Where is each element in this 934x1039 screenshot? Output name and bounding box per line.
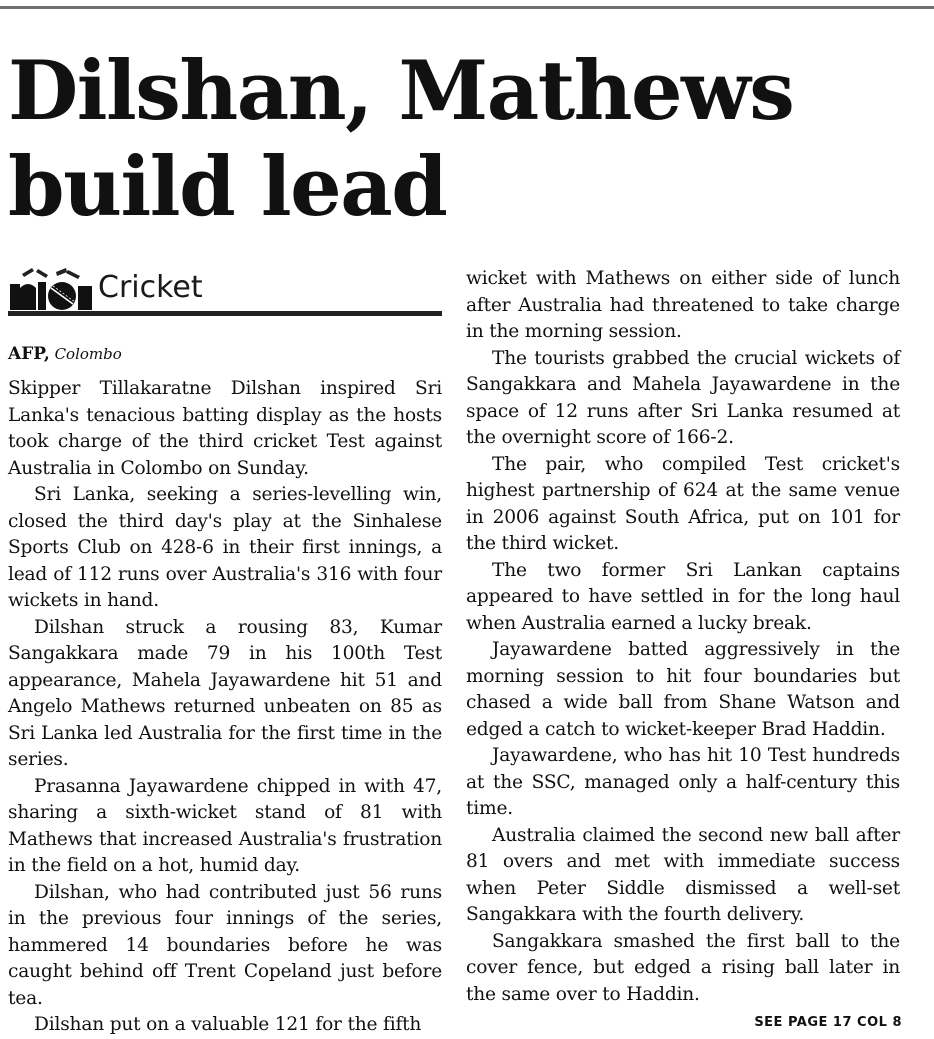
article-paragraph: Jayawardene batted aggressively in the morning session to hit four boundaries but chased a wide ball from Shane Watson and edged a catch to wicket-keeper Brad Haddin. [466,639,900,740]
section-kicker [8,266,442,314]
article-paragraph: Jayawardene, who has hit 10 Test hundreds at the SSC, managed only a half-century this time. [466,745,900,819]
article-paragraph: Australia claimed the second new ball after 81 overs and met with immediate success when Peter Siddle dismissed a well-set Sangakkara with the fourth delivery. [466,824,900,925]
top-rule [0,6,934,9]
article-paragraph: Dilshan struck a rousing 83, Kumar Sangakkara made 79 in his 100th Test appearance, Mahela Jayawardene hit 51 and Angelo Mathews returned unbeaten on 85 as Sri Lanka led Australia for the first time in the series. [8,616,442,770]
article-paragraph: wicket with Mathews on either side of lunch after Australia had threatened to take charge in the morning session. [466,268,900,342]
article-paragraph: The pair, who compiled Test cricket's highest partnership of 624 at the same venue in 2006 against South Africa, put on 101 for the third wicket. [466,453,900,554]
article-paragraph: Dilshan put on a valuable 121 for the fifth [34,1014,422,1035]
cricket-bat-ball-icon [8,266,94,312]
byline [8,344,442,364]
article-column-left [8,376,442,1039]
article-paragraph: Prasanna Jayawardene chipped in with 47, sharing a sixth-wicket stand of 81 with Mathews that increased Australia's frustration in the field on a hot, humid day. [8,775,442,876]
article-paragraph: Sri Lanka, seeking a series-levelling win, closed the third day's play at the Sinhalese Sports Club on 428-6 in their first innings, a lead of 112 runs over Australia's 316 with four wickets in hand. [8,484,442,611]
headline [8,44,928,236]
article-paragraph: The tourists grabbed the crucial wickets of Sangakkara and Mahela Jayawardene in the space of 12 runs after Sri Lanka resumed at the overnight score of 166-2. [466,347,900,448]
headline-line-2: build lead [8,140,447,235]
byline-agency: AFP, [8,344,50,364]
article-column-right [466,266,900,1008]
kicker-rule [8,311,442,316]
byline-place: Colombo [54,345,122,363]
article-paragraph: The two former Sri Lankan captains appeared to have settled in for the long haul when Australia earned a lucky break. [466,559,900,634]
continuation-link[interactable]: SEE PAGE 17 COL 8 [754,1015,902,1030]
headline-line-1: Dilshan, Mathews [8,44,794,139]
section-label: Cricket [98,270,203,305]
article-paragraph: Dilshan, who had contributed just 56 runs in the previous four innings of the series, hammered 14 boundaries before he was caught behind off Trent Copeland just before tea. [8,881,442,1009]
article-paragraph: Skipper Tillakaratne Dilshan inspired Sri Lanka's tenacious batting display as the hosts took charge of the third cricket Test against Australia in Colombo on Sunday. [8,378,442,479]
article-paragraph: Sangakkara smashed the first ball to the cover fence, but edged a rising ball later in the same over to Haddin. [466,930,900,1005]
